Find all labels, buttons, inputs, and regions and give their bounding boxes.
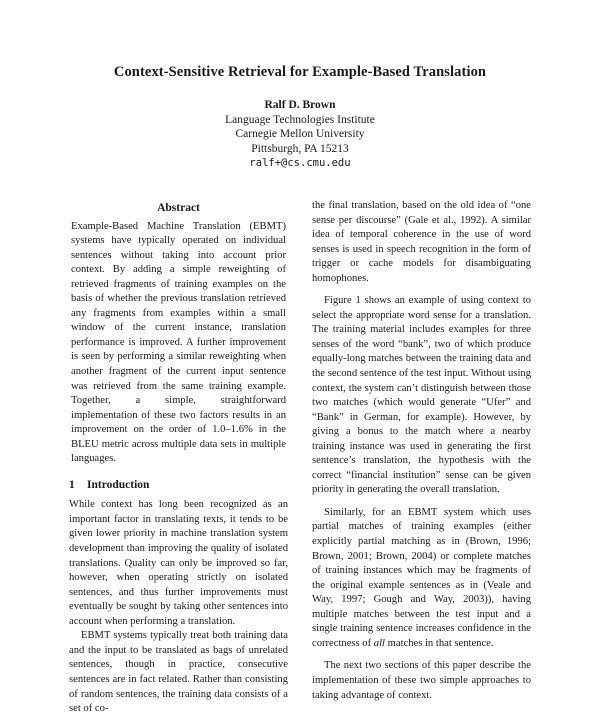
affiliation-line: Carnegie Mellon University [235, 128, 365, 141]
author-block [0, 98, 600, 171]
paragraph-text: Similarly, for an EBMT system which uses partial matches of training examples (either explicitly partial matching as in (Brown, 1996; Brown, 2001; Brown, 2004) or complete matches of training instances which may be fragments of the original example sentences as in (Veale and Way, 1997; Gough and Way, 2003)), having multiple matches between the test input and a single training sentence increases confidence in the correctness of [312, 506, 531, 649]
right-column [312, 199, 531, 703]
left-column [69, 201, 288, 717]
emphasis-text: all [373, 637, 385, 649]
affiliation-line: Language Technologies Institute [225, 113, 375, 126]
section-number: 1 [69, 478, 75, 491]
paper-title: Context-Sensitive Retrieval for Example-Based Translation [113, 64, 487, 80]
abstract-heading: Abstract [157, 202, 200, 214]
paragraph: While context has long been recognized as an important factor in translating texts, it tends to be given lower priority in machine translation system development than improving the quality of isolated translations. Quality can only be improved so far, however, when operating strictly on isolated sentences, and thus further improvements must eventually be sought by taking other sentences into account when performing a translation. [69, 499, 288, 627]
paragraph: EBMT systems typically treat both training data and the input to be translated as bags of unrelated sentences, though in practice, consecutive sentences are in fact related. Rather than consisting of random sentences, the training data consists of a set of co- [69, 630, 288, 715]
abstract-text: Example-Based Machine Translation (EBMT) systems have typically operated on individual sentences without taking into account prior context. By adding a simple reweighting of retrieved fragments of training examples on the basis of whether the previous translation retrieved any fragments from examples within a small window of the current instance, translation performance is improved. A further improvement is seen by performing a similar reweighting when another fragment of the current input sentence was retrieved from the same training example. Together, a simple, straightforward implementation of these two factors results in an improvement on the order of 1.0–1.6% in the BLEU metric across multiple data sets in multiple languages. [71, 220, 286, 465]
author-email: ralf+@cs.cmu.edu [249, 157, 351, 170]
section-heading-introduction [69, 478, 288, 493]
paragraph-text: matches in that sentence. [387, 637, 494, 649]
author-name: Ralf D. Brown [264, 99, 336, 111]
paragraph [312, 506, 531, 651]
affiliation-line: Pittsburgh, PA 15213 [251, 142, 349, 155]
paragraph: Figure 1 shows an example of using context to select the appropriate word sense for a translation. The training material includes examples for three senses of the word “bank”, two of which produce equally-long matches between the training data and the second sentence of the test input. Without using context, the system can’t distinguish between those two matches (which would generate “Ufer” and “Bank” in German, for example). However, by giving a bonus to the match where a nearby training instance was used in generating the first sentence’s translation, the hypothesis with the correct “financial institution” sense can be given priority in generating the overall translation. [312, 295, 531, 496]
section-title: Introduction [87, 478, 150, 491]
paragraph: The next two sections of this paper describe the implementation of these two simple approaches to taking advantage of context. [312, 660, 531, 701]
paragraph: the final translation, based on the old idea of “one sense per discourse” (Gale et al., 1992). A similar idea of temporal coherence in the use of word senses is used in speech recognition in the form of trigger or cache models for disambiguating homophones. [312, 200, 531, 284]
